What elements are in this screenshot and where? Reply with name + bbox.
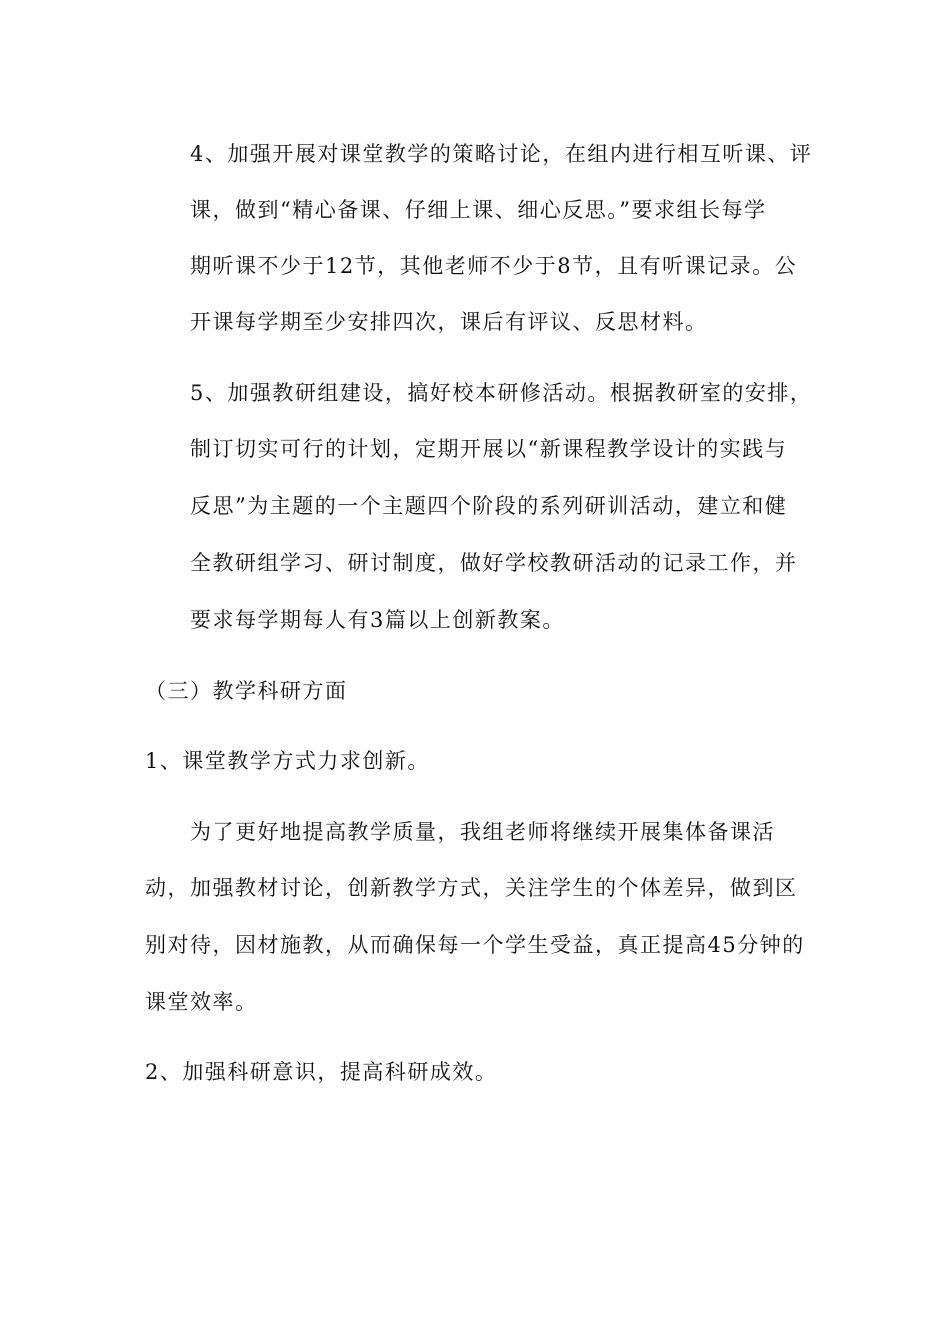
paragraph-5-line-1: 5、加强教研组建设，搞好校本研修活动。根据教研室的安排， [190,381,813,405]
section-heading: （三）教学科研方面 [145,679,348,703]
item-1-body-line-3: 别对待，因材施教，从而确保每一个学生受益，真正提高45分钟的 [145,933,805,957]
item-1-body-line-4: 课堂效率。 [145,990,258,1014]
paragraph-5-line-2: 制订切实可行的计划，定期开展以“新课程教学设计的实践与 [190,437,788,461]
paragraph-4-line-3: 期听课不少于12节，其他老师不少于8节，且有听课记录。公 [190,254,798,278]
paragraph-4-line-1: 4、加强开展对课堂教学的策略讨论，在组内进行相互听课、评 [190,142,813,166]
paragraph-5-line-3: 反思”为主题的一个主题四个阶段的系列研训活动，建立和健 [190,494,788,518]
paragraph-4-line-2: 课，做到“精心备课、仔细上课、细心反思。”要求组长每学 [190,198,767,222]
item-1-body-line-2: 动，加强教材讨论，创新教学方式，关注学生的个体差异，做到区 [145,876,798,900]
item-2-heading: 2、加强科研意识，提高科研成效。 [145,1060,498,1084]
paragraph-4-line-4: 开课每学期至少安排四次，课后有评议、反思材料。 [190,310,708,334]
paragraph-5-line-4: 全教研组学习、研讨制度，做好学校教研活动的记录工作，并 [190,551,798,575]
item-1-body-line-1: 为了更好地提高教学质量，我组老师将继续开展集体备课活 [190,820,775,844]
item-1-heading: 1、课堂教学方式力求创新。 [145,749,430,773]
paragraph-5-line-5: 要求每学期每人有3篇以上创新教案。 [190,608,565,632]
